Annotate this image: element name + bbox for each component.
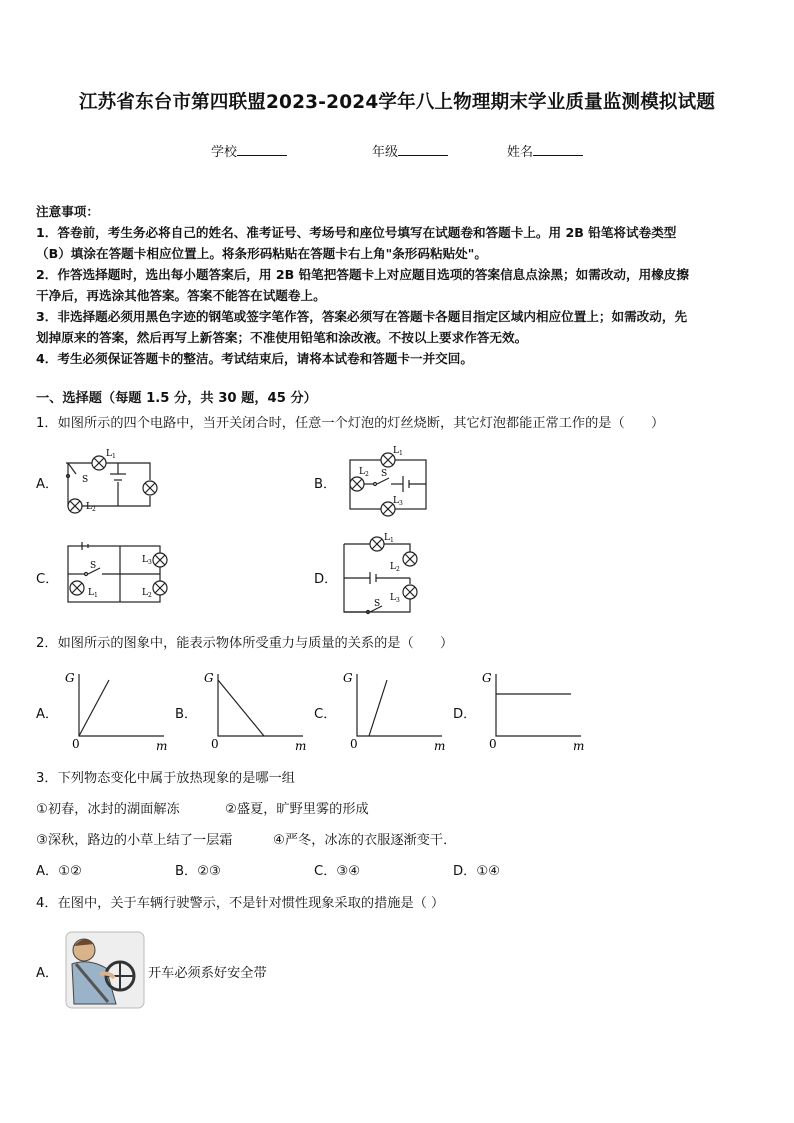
label-s: S <box>381 469 388 479</box>
q3-option-c: C．③④ <box>314 864 361 879</box>
q4-option-a-label: A． <box>36 966 59 981</box>
axes <box>357 674 442 736</box>
section-heading: 一、选择题（每题 1.5 分，共 30 题，45 分） <box>36 391 317 406</box>
q1-circuit-a <box>58 446 164 514</box>
notice-line: 划掉原来的答案，然后再写上新答案；不准使用铅笔和涂改液。不按以上要求作答无效。 <box>36 330 528 345</box>
label-l1-sub: 1 <box>399 450 403 457</box>
question-4-text: 4．在图中，关于车辆行驶警示，不是针对惯性现象采取的措施是（ ） <box>36 896 445 911</box>
g-m-line <box>369 680 387 736</box>
question-2-text: 2．如图所示的图象中，能表示物体所受重力与质量的关系的是（ ） <box>36 636 454 651</box>
label-l3-sub: 3 <box>148 559 152 566</box>
g-m-line <box>218 680 264 736</box>
label-s: S <box>82 475 89 485</box>
q1-circuit-d <box>340 532 424 616</box>
g-m-line <box>79 680 109 736</box>
question-1-text: 1．如图所示的四个电路中，当开关闭合时，任意一个灯泡的灯丝烧断，其它灯泡都能正常工作的是（ ） <box>36 416 665 431</box>
label-l3: L <box>142 555 148 565</box>
axis-label-g: G <box>482 671 492 685</box>
label-l2-sub: 2 <box>365 471 369 478</box>
label-l2-sub: 2 <box>148 592 152 599</box>
q2-graph-c <box>342 670 450 752</box>
notice-line: 干净后，再选涂其他答案。答案不能答在试题卷上。 <box>36 288 326 303</box>
q1-circuit-b <box>343 442 433 518</box>
label-l2-sub: 2 <box>396 566 400 573</box>
label-l3: L <box>393 496 399 506</box>
label-l1: L <box>393 446 399 456</box>
page-title: 江苏省东台市第四联盟2023-2024学年八上物理期末学业质量监测模拟试题 <box>78 92 716 113</box>
q2-graph-b <box>203 670 311 752</box>
name-label: 姓名 <box>507 145 534 160</box>
label-l1-sub: 1 <box>112 453 116 460</box>
label-l3-sub: 3 <box>396 597 400 604</box>
q2-option-a-label: A． <box>36 707 59 722</box>
axis-label-g: G <box>65 671 75 685</box>
label-l2-sub: 2 <box>92 506 96 513</box>
q3-item-2: ②盛夏，旷野里雾的形成 <box>225 802 369 817</box>
label-l1: L <box>106 449 112 459</box>
notice-line: （B）填涂在答题卡相应位置上。将条形码粘贴在答题卡右上角"条形码粘贴处"。 <box>36 246 487 261</box>
q2-graph-d <box>481 670 589 752</box>
origin-label: 0 <box>350 737 358 751</box>
label-l1: L <box>384 533 390 543</box>
q2-graph-a <box>64 670 172 752</box>
q1-option-d-label: D． <box>314 572 338 587</box>
label-s: S <box>90 561 97 571</box>
label-l1: L <box>88 588 94 598</box>
q1-option-c-label: C． <box>36 572 59 587</box>
label-l2: L <box>142 588 148 598</box>
q4-option-a-text: 开车必须系好安全带 <box>148 966 267 981</box>
q2-option-d-label: D． <box>453 707 477 722</box>
notice-line: 2．作答选择题时，选出每小题答案后，用 2B 铅笔把答题卡上对应题目选项的答案信息点涂黑；如需改动，用橡皮擦 <box>36 267 689 282</box>
name-field <box>507 141 583 160</box>
q3-option-b: B．②③ <box>175 864 221 879</box>
q3-option-d: D．①④ <box>453 864 500 879</box>
axis-label-m: m <box>295 739 307 752</box>
q3-item-1: ①初春，冰封的湖面解冻 <box>36 802 180 817</box>
axes <box>496 674 581 736</box>
q3-option-a: A．①② <box>36 864 82 879</box>
axis-label-m: m <box>156 739 168 752</box>
q2-option-c-label: C． <box>314 707 337 722</box>
axis-label-g: G <box>204 671 214 685</box>
axis-label-m: m <box>434 739 446 752</box>
label-l3-sub: 3 <box>399 500 403 507</box>
q3-item-3: ③深秋，路边的小草上结了一层霜 <box>36 833 233 848</box>
origin-label: 0 <box>211 737 219 751</box>
q1-option-a-label: A． <box>36 477 59 492</box>
grade-label: 年级 <box>372 145 399 160</box>
grade-blank <box>398 143 448 156</box>
label-l2: L <box>86 502 92 512</box>
label-l1-sub: 1 <box>390 537 394 544</box>
notice-line: 1．答卷前，考生务必将自己的姓名、准考证号、考场号和座位号填写在试题卷和答题卡上。用 2B 铅笔将试卷类型 <box>36 225 677 240</box>
school-field <box>211 141 287 160</box>
school-blank <box>237 143 287 156</box>
axis-label-g: G <box>343 671 353 685</box>
label-s: S <box>374 599 381 609</box>
q1-circuit-c <box>60 540 172 606</box>
q3-item-4: ④严冬，冰冻的衣服逐渐变干． <box>273 833 457 848</box>
label-l1-sub: 1 <box>94 592 98 599</box>
notice-line: 4．考生必须保证答题卡的整洁。考试结束后，请将本试卷和答题卡一并交回。 <box>36 351 473 366</box>
grade-field <box>372 141 448 160</box>
q1-option-b-label: B． <box>314 477 337 492</box>
axis-label-m: m <box>573 739 585 752</box>
axes <box>218 674 303 736</box>
label-l3: L <box>390 593 396 603</box>
origin-label: 0 <box>489 737 497 751</box>
axes <box>79 674 164 736</box>
notice-line: 3．非选择题必须用黑色字迹的钢笔或签字笔作答，答案必须写在答题卡各题目指定区域内相应位置上；如需改动，先 <box>36 309 688 324</box>
q2-option-b-label: B． <box>175 707 198 722</box>
school-label: 学校 <box>211 145 238 160</box>
origin-label: 0 <box>72 737 80 751</box>
seatbelt-driver-illustration <box>62 928 148 1012</box>
label-l2: L <box>390 562 396 572</box>
question-3-text: 3．下列物态变化中属于放热现象的是哪一组 <box>36 771 295 786</box>
label-l2: L <box>359 467 365 477</box>
name-blank <box>533 143 583 156</box>
notice-heading: 注意事项： <box>36 204 99 219</box>
